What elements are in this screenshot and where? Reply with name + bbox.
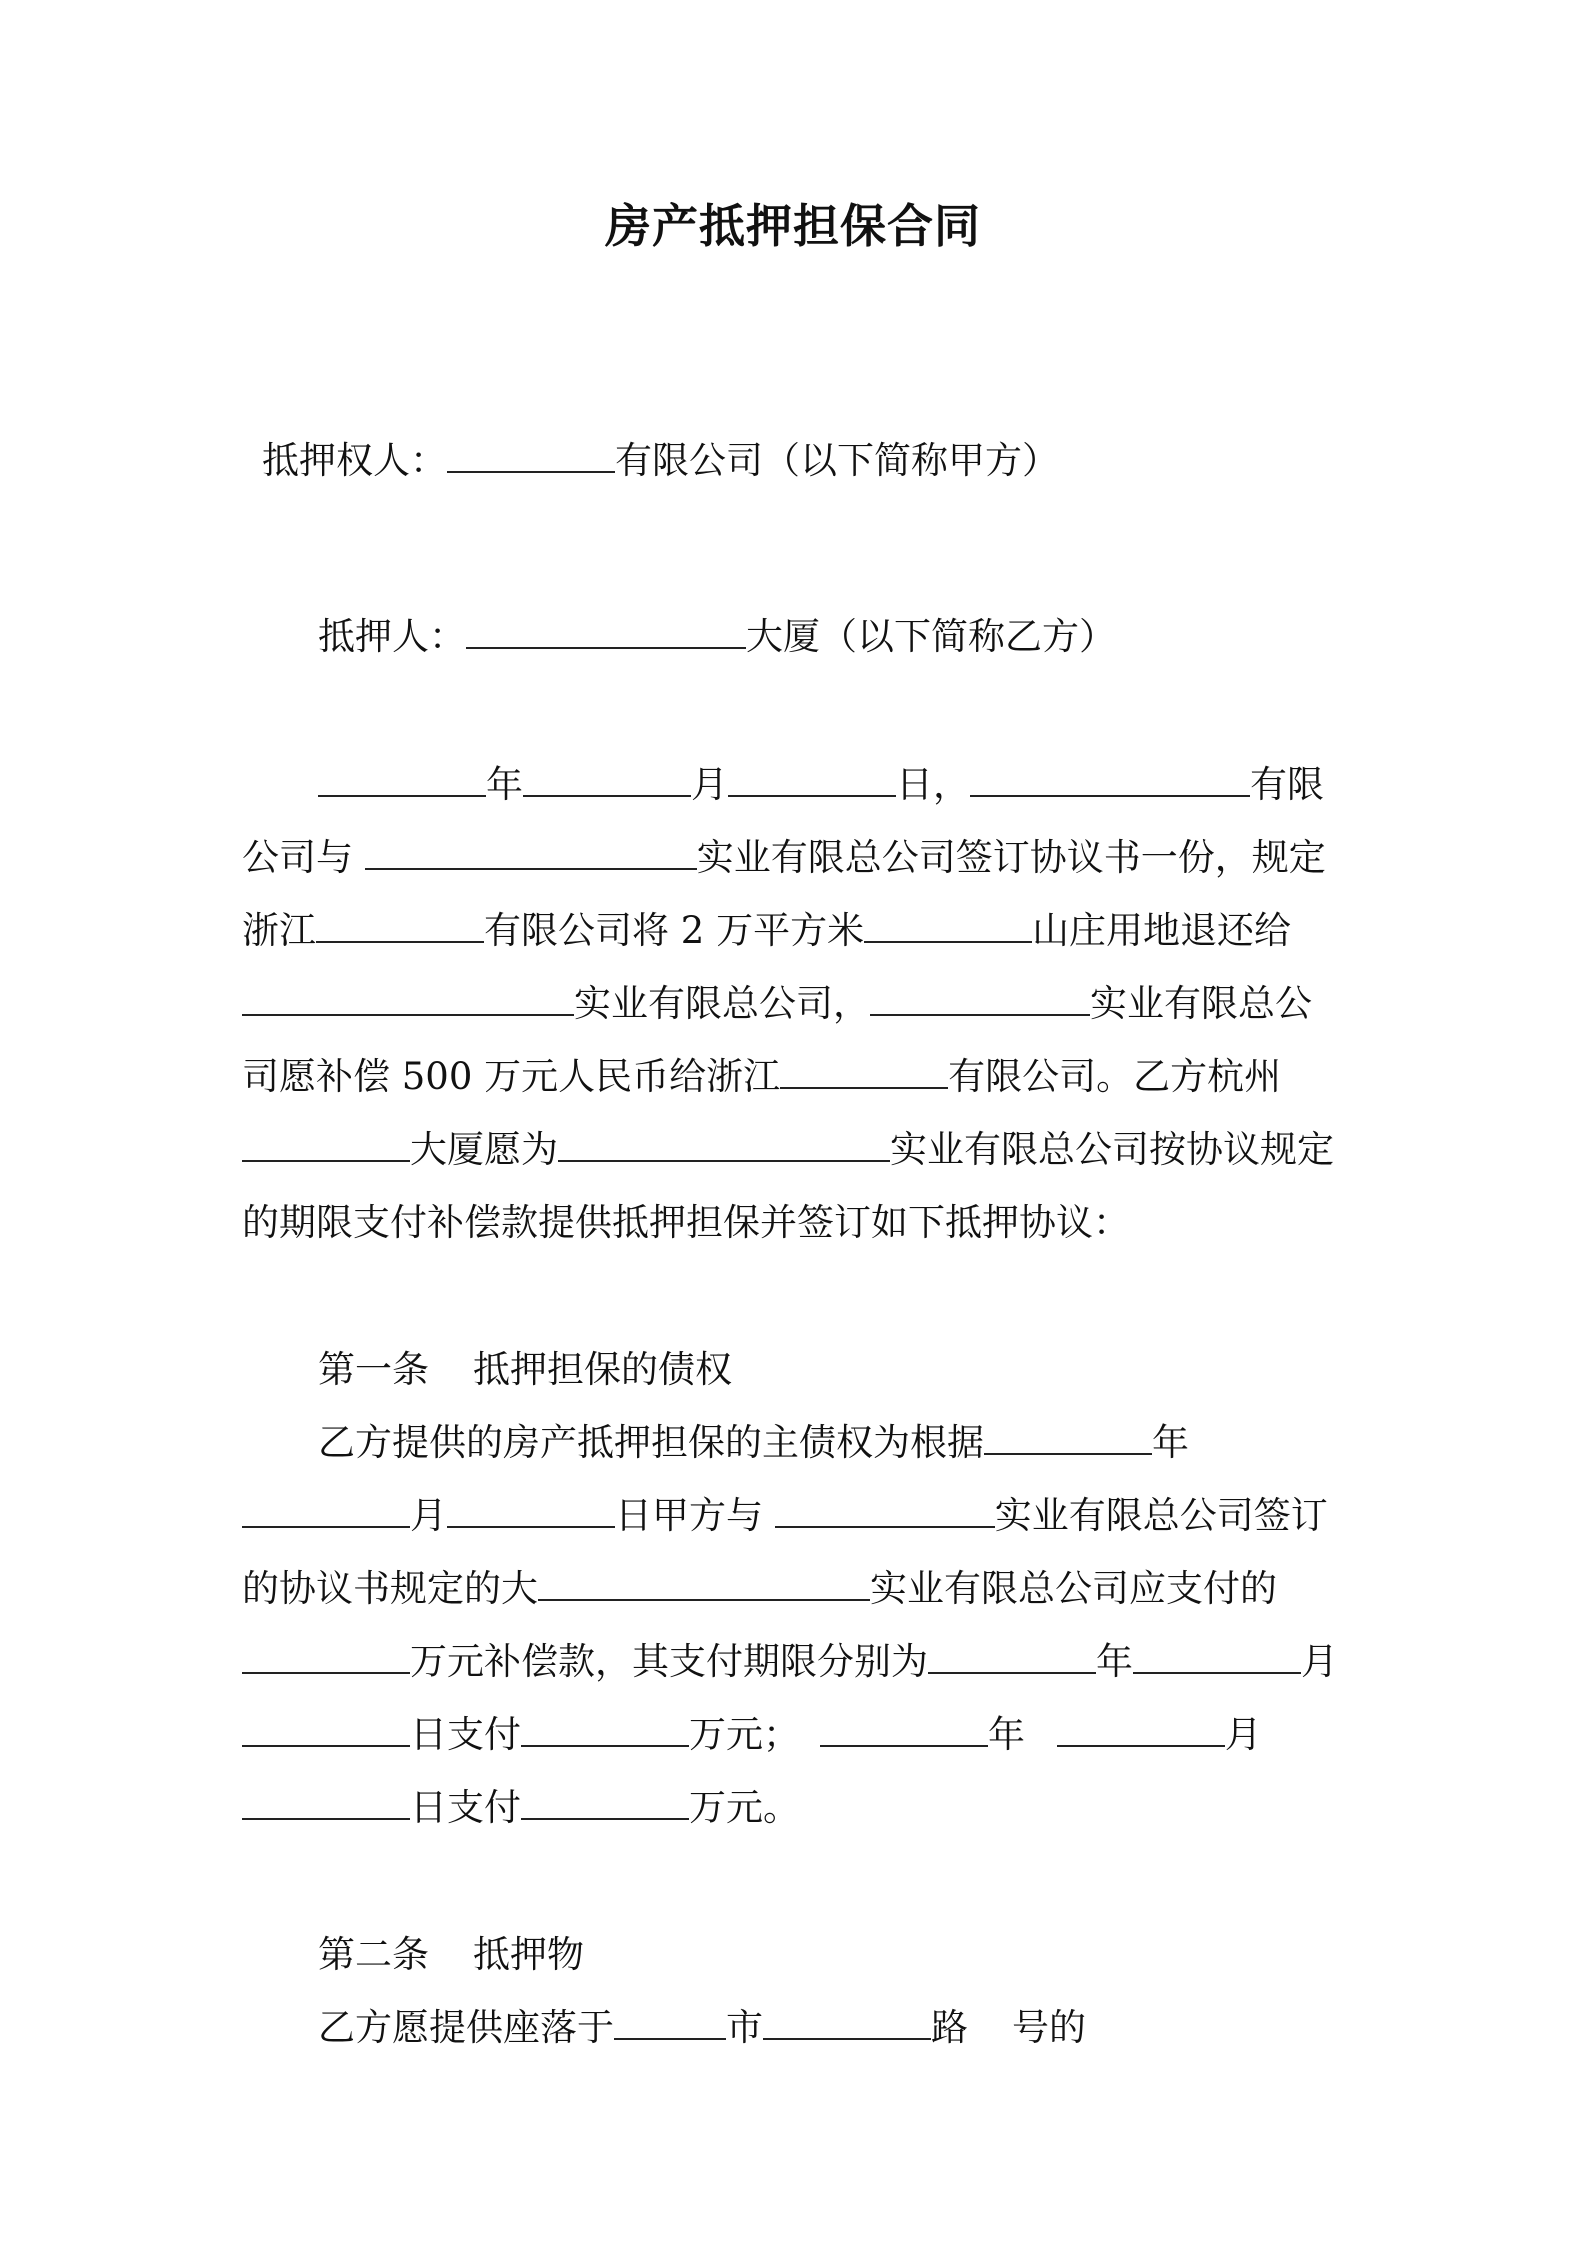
mortgagor-label: 抵押人： [318,615,466,658]
road-blank [763,2006,931,2040]
preamble-line-4 [242,979,1312,1029]
year-blank [928,1640,1096,1674]
article-title: 抵押物 [473,1933,584,1976]
year-blank [318,763,486,797]
article-text: 的协议书规定的大 [242,1567,538,1610]
preamble-text: 实业有限总公司签订协议书一份，规定 [696,836,1326,879]
villa-blank [864,909,1032,943]
month-blank [242,1494,410,1528]
article-text: 乙方愿提供座落于 [318,2006,614,2049]
preamble-text: 山庄用地退还给 [1032,909,1292,952]
mortgagee-line [262,436,1059,486]
year-label: 年 [486,763,523,806]
month-blank [1133,1640,1301,1674]
year-label: 年 [1152,1421,1189,1464]
preamble-line-7 [242,1198,1130,1248]
preamble-text: 大厦愿为 [410,1128,558,1171]
company-blank [775,1494,995,1528]
preamble-text: 有限公司将 2 万平方米 [484,909,865,952]
article-1-heading [318,1345,732,1395]
article-1-line-6 [242,1783,800,1833]
article-text: 万元。 [689,1786,800,1829]
preamble-line-3 [242,906,1291,956]
article-number: 第二条 [318,1933,429,1976]
mortgagor-name-blank [466,615,746,649]
article-text: 万元补偿款，其支付期限分别为 [410,1640,928,1683]
company-blank [316,909,484,943]
preamble-line-6 [242,1125,1334,1175]
mortgagor-line [318,612,1116,662]
day-blank [242,1713,410,1747]
month-label: 月 [1224,1713,1262,1756]
article-1-line-2 [242,1491,1328,1541]
month-label: 月 [1301,1640,1338,1683]
article-text: 万元； [689,1713,800,1756]
preamble-text: 司愿补偿 500 万元人民币给浙江 [242,1055,781,1098]
preamble-text: 实业有限总公司， [574,982,870,1025]
amount-blank [521,1786,689,1820]
article-text: 日支付 [410,1713,521,1756]
article-1-line-4 [242,1637,1338,1687]
article-text: 实业有限总公司签订 [994,1494,1328,1537]
day-blank [728,763,896,797]
month-blank [523,763,691,797]
year-label: 年 [1096,1640,1133,1683]
year-blank [984,1421,1152,1455]
day-blank [242,1786,410,1820]
mortgagee-suffix: 有限公司（以下简称甲方） [615,439,1059,482]
company-blank [242,982,574,1016]
preamble-text: 实业有限总公司按协议规定 [890,1128,1334,1171]
company-blank [365,836,697,870]
page-title: 房产抵押担保合同 [605,199,981,253]
article-text: 日甲方与 [615,1494,775,1537]
year-blank [820,1713,988,1747]
preamble-text: 公司与 [242,836,365,879]
day-label: 日， [896,763,970,806]
company-blank [538,1567,870,1601]
company-blank [558,1128,890,1162]
month-label: 月 [410,1494,447,1537]
article-title: 抵押担保的债权 [473,1348,732,1391]
city-label: 市 [726,2006,763,2049]
article-text: 实业有限总公司应支付的 [870,1567,1277,1610]
preamble-text: 的期限支付补偿款提供抵押担保并签订如下抵押协议： [242,1201,1130,1244]
preamble-line-2 [242,833,1326,883]
road-label: 路 [931,2006,968,2049]
month-blank [1057,1713,1225,1747]
day-blank [447,1494,615,1528]
preamble-text: 实业有限总公 [1090,982,1312,1025]
article-number: 第一条 [318,1348,429,1391]
article-text: 日支付 [410,1786,521,1829]
preamble-text: 有限公司。乙方杭州 [948,1055,1282,1098]
article-2-line-1 [318,2003,1086,2053]
city-blank [614,2006,726,2040]
article-1-line-5 [242,1710,1262,1760]
preamble-line-5 [242,1052,1281,1102]
year-label: 年 [988,1713,1037,1756]
company-blank [970,763,1250,797]
preamble-text: 浙江 [242,909,316,952]
preamble-text: 有限 [1250,763,1324,806]
mortgagee-name-blank [447,439,615,473]
amount-blank [521,1713,689,1747]
mortgagor-suffix: 大厦（以下简称乙方） [746,615,1116,658]
article-text: 乙方提供的房产抵押担保的主债权为根据 [318,1421,984,1464]
article-text: 号的 [1012,2006,1086,2049]
article-1-line-1 [318,1418,1189,1468]
company-blank [780,1055,948,1089]
company-blank [870,982,1090,1016]
building-blank [242,1128,410,1162]
month-label: 月 [691,763,728,806]
preamble-line-1 [318,760,1324,810]
mortgagee-label: 抵押权人： [262,439,447,482]
article-2-heading [318,1930,584,1980]
article-1-line-3 [242,1564,1277,1614]
amount-blank [242,1640,410,1674]
